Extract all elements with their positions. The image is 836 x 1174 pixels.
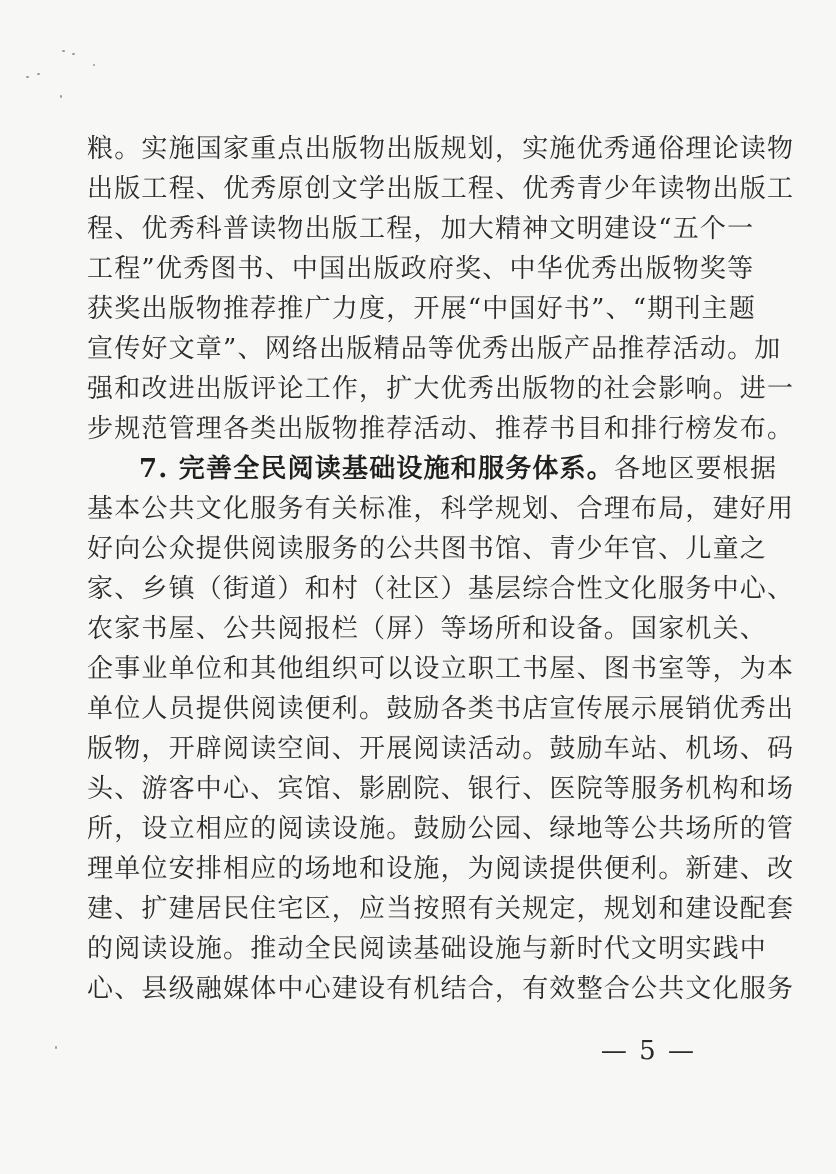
paragraph-line: 宣传好文章”、网络出版精品等优秀出版产品推荐活动。加 bbox=[87, 334, 782, 364]
scan-speck bbox=[72, 53, 75, 55]
scan-speck bbox=[60, 95, 62, 98]
scan-speck bbox=[93, 64, 95, 66]
paragraph-line: 单位人员提供阅读便利。鼓励各类书店宣传展示展销优秀出 bbox=[87, 694, 795, 724]
section-7-heading: 7. 完善全民阅读基础设施和服务体系。 bbox=[139, 454, 614, 484]
paragraph-line: 基本公共文化服务有关标准，科学规划、合理布局，建好用 bbox=[87, 494, 795, 524]
section-7-first-line bbox=[87, 449, 778, 489]
scan-speck bbox=[55, 1046, 57, 1049]
paragraph-line: 的阅读设施。推动全民阅读基础设施与新时代文明实践中 bbox=[87, 934, 768, 964]
document-body bbox=[87, 129, 795, 1009]
scan-speck bbox=[62, 50, 65, 52]
paragraph-line: 强和改进出版评论工作，扩大优秀出版物的社会影响。进一 bbox=[87, 374, 795, 404]
paragraph-line: 所，设立相应的阅读设施。鼓励公园、绿地等公共场所的管 bbox=[87, 814, 795, 844]
paragraph-line: 家、乡镇（街道）和村（社区）基层综合性文化服务中心、 bbox=[87, 574, 795, 604]
paragraph-line: 建、扩建居民住宅区，应当按照有关规定，规划和建设配套 bbox=[87, 894, 795, 924]
section-7-first-line-text: 各地区要根据 bbox=[614, 454, 778, 484]
paragraph-line: 头、游客中心、宾馆、影剧院、银行、医院等服务机构和场 bbox=[87, 774, 795, 804]
paragraph-line: 心、县级融媒体中心建设有机结合，有效整合公共文化服务 bbox=[87, 974, 795, 1004]
paragraph-line: 程、优秀科普读物出版工程，加大精神文明建设“五个一 bbox=[87, 214, 755, 244]
paragraph-line: 工程”优秀图书、中国出版政府奖、中华优秀出版物奖等 bbox=[87, 254, 755, 284]
page-number: — 5 — bbox=[600, 1036, 696, 1066]
paragraph-line: 企事业单位和其他组织可以设立职工书屋、图书室等，为本 bbox=[87, 654, 795, 684]
scan-speck bbox=[26, 76, 29, 78]
paragraph-line: 步规范管理各类出版物推荐活动、推荐书目和排行榜发布。 bbox=[87, 414, 795, 444]
paragraph-line: 版物，开辟阅读空间、开展阅读活动。鼓励车站、机场、码 bbox=[87, 734, 795, 764]
paragraph-line: 出版工程、优秀原创文学出版工程、优秀青少年读物出版工 bbox=[87, 174, 795, 204]
paragraph-line: 农家书屋、公共阅报栏（屏）等场所和设备。国家机关、 bbox=[87, 614, 768, 644]
paragraph-line: 好向公众提供阅读服务的公共图书馆、青少年官、儿童之 bbox=[87, 534, 768, 564]
scan-speck bbox=[37, 73, 40, 75]
paragraph-line: 理单位安排相应的场地和设施，为阅读提供便利。新建、改 bbox=[87, 854, 795, 884]
paragraph-line: 获奖出版物推荐推广力度，开展“中国好书”、“期刊主题 bbox=[87, 294, 757, 324]
paragraph-line: 粮。实施国家重点出版物出版规划，实施优秀通俗理论读物 bbox=[87, 134, 795, 164]
